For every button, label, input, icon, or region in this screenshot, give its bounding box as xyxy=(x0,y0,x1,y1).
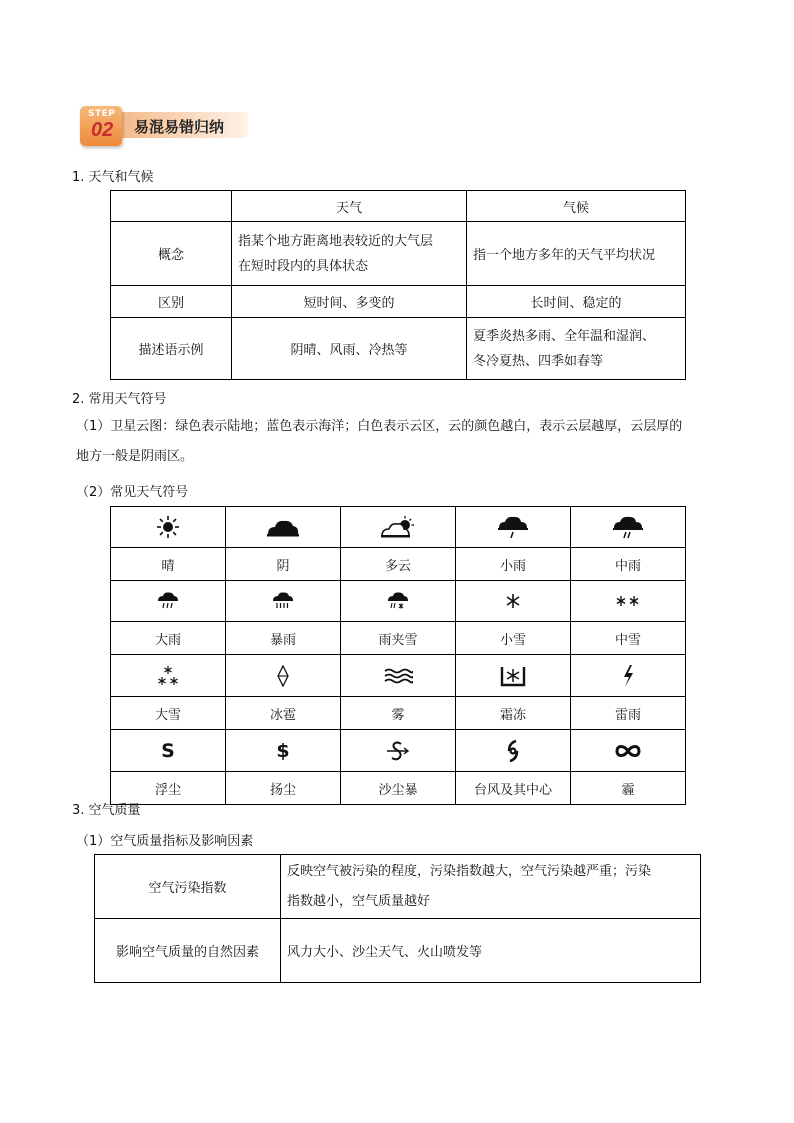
symbol-label: 冰雹 xyxy=(226,697,341,730)
symbol-cell xyxy=(111,730,226,772)
symbol-label: 雾 xyxy=(341,697,456,730)
cell-line: 夏季炎热多雨、全年温和湿润、 xyxy=(473,328,656,344)
light-snow-icon xyxy=(505,593,521,609)
overcast-icon xyxy=(265,516,301,538)
table-cell xyxy=(281,855,701,919)
cell-line: 冬冷夏热、四季如春等 xyxy=(473,353,604,369)
table-cell: 阴晴、风雨、冷热等 xyxy=(232,318,467,380)
symbol-cell xyxy=(456,507,571,548)
symbol-row xyxy=(111,581,686,622)
table-row xyxy=(111,286,686,318)
symbol-label: 小雪 xyxy=(456,622,571,655)
step-tab xyxy=(80,106,122,146)
satellite-paragraph xyxy=(76,412,736,472)
row-label: 空气污染指数 xyxy=(95,855,281,919)
table-row xyxy=(111,318,686,380)
symbol-cell xyxy=(341,581,456,622)
blowing-dust-icon: $ xyxy=(276,739,290,762)
symbol-cell xyxy=(111,655,226,697)
symbol-label: 雨夹雪 xyxy=(341,622,456,655)
table-row xyxy=(95,855,701,919)
cell-line: 反映空气被污染的程度，污染指数越大，空气污染越严重；污染 xyxy=(287,863,652,879)
table-header-row xyxy=(111,191,686,222)
symbol-label: 浮尘 xyxy=(111,772,226,805)
table-cell: 指一个地方多年的天气平均状况 xyxy=(467,222,686,286)
air-quality-subheading: （1）空气质量指标及影响因素 xyxy=(76,834,254,849)
step-badge xyxy=(80,106,248,146)
table-cell xyxy=(467,318,686,380)
label-row xyxy=(111,548,686,581)
moderate-rain-icon xyxy=(611,514,645,540)
symbol-cell xyxy=(341,730,456,772)
symbol-cell xyxy=(111,581,226,622)
symbol-cell xyxy=(571,655,686,697)
column-header-climate: 气候 xyxy=(467,191,686,222)
section1-heading: 1. 天气和气候 xyxy=(72,170,154,185)
row-label: 概念 xyxy=(111,222,232,286)
column-header-weather: 天气 xyxy=(232,191,467,222)
symbol-label: 大雪 xyxy=(111,697,226,730)
paragraph-line: （1）卫星云图：绿色表示陆地；蓝色表示海洋；白色表示云区，云的颜色越白，表示云层越厚，云层厚的 xyxy=(76,419,683,434)
symbol-row xyxy=(111,507,686,548)
symbol-label: 沙尘暴 xyxy=(341,772,456,805)
row-label: 影响空气质量的自然因素 xyxy=(95,919,281,983)
label-row xyxy=(111,697,686,730)
symbol-label: 暴雨 xyxy=(226,622,341,655)
label-row xyxy=(111,772,686,805)
symbol-label: 雷雨 xyxy=(571,697,686,730)
table-cell xyxy=(232,222,467,286)
typhoon-icon xyxy=(505,739,521,763)
symbol-cell xyxy=(226,730,341,772)
symbol-cell xyxy=(571,507,686,548)
row-label: 描述语示例 xyxy=(111,318,232,380)
symbol-label: 中雪 xyxy=(571,622,686,655)
symbol-cell xyxy=(456,730,571,772)
hail-icon xyxy=(276,665,290,687)
symbol-cell xyxy=(341,507,456,548)
symbol-row xyxy=(111,730,686,772)
section2-heading: 2. 常用天气符号 xyxy=(72,392,167,407)
table-row xyxy=(95,919,701,983)
fog-icon xyxy=(383,667,413,685)
haze-icon xyxy=(614,743,642,759)
cell-line: 在短时段内的具体状态 xyxy=(238,258,369,274)
sleet-icon xyxy=(386,591,410,611)
heavy-rain-icon xyxy=(156,591,180,611)
weather-symbols-table xyxy=(110,506,686,805)
table-cell: 短时间、多变的 xyxy=(232,286,467,318)
symbol-label: 多云 xyxy=(341,548,456,581)
weather-climate-table xyxy=(110,190,686,380)
section3-heading: 3. 空气质量 xyxy=(72,803,141,818)
symbol-label: 晴 xyxy=(111,548,226,581)
frost-icon xyxy=(500,665,526,687)
symbol-label: 中雨 xyxy=(571,548,686,581)
step-number: 02 xyxy=(91,119,114,141)
air-quality-table xyxy=(94,854,701,983)
light-rain-icon xyxy=(496,514,530,540)
symbols-subheading: （2）常见天气符号 xyxy=(76,485,189,500)
symbol-cell xyxy=(226,655,341,697)
step-label: STEP xyxy=(88,109,116,119)
symbol-label: 霜冻 xyxy=(456,697,571,730)
symbol-cell xyxy=(341,655,456,697)
symbol-row xyxy=(111,655,686,697)
symbol-cell xyxy=(571,581,686,622)
symbol-label: 阴 xyxy=(226,548,341,581)
rainstorm-icon xyxy=(271,591,295,611)
symbol-cell xyxy=(111,507,226,548)
symbol-cell xyxy=(226,507,341,548)
moderate-snow-icon xyxy=(615,594,641,608)
heavy-snow-icon xyxy=(157,665,179,687)
symbol-label: 台风及其中心 xyxy=(456,772,571,805)
floating-dust-icon: S xyxy=(161,739,175,762)
table-cell: 长时间、稳定的 xyxy=(467,286,686,318)
symbol-label: 扬尘 xyxy=(226,772,341,805)
table-row xyxy=(111,222,686,286)
symbol-label: 大雨 xyxy=(111,622,226,655)
symbol-cell xyxy=(456,581,571,622)
table-cell-corner xyxy=(111,191,232,222)
sun-icon xyxy=(155,514,181,540)
symbol-label: 小雨 xyxy=(456,548,571,581)
symbol-cell xyxy=(571,730,686,772)
section-banner xyxy=(116,112,248,138)
cloudy-icon xyxy=(380,515,416,539)
thunderstorm-icon xyxy=(621,664,635,688)
table-cell: 风力大小、沙尘天气、火山喷发等 xyxy=(281,919,701,983)
sandstorm-icon xyxy=(385,740,411,762)
symbol-cell xyxy=(226,581,341,622)
section-title: 易混易错归纳 xyxy=(134,118,225,136)
symbol-cell xyxy=(456,655,571,697)
cell-line: 指某个地方距离地表较近的大气层 xyxy=(238,233,434,249)
paragraph-line: 地方一般是阴雨区。 xyxy=(76,449,194,464)
cell-line: 指数越小，空气质量越好 xyxy=(287,893,431,909)
row-label: 区别 xyxy=(111,286,232,318)
label-row xyxy=(111,622,686,655)
symbol-label: 霾 xyxy=(571,772,686,805)
